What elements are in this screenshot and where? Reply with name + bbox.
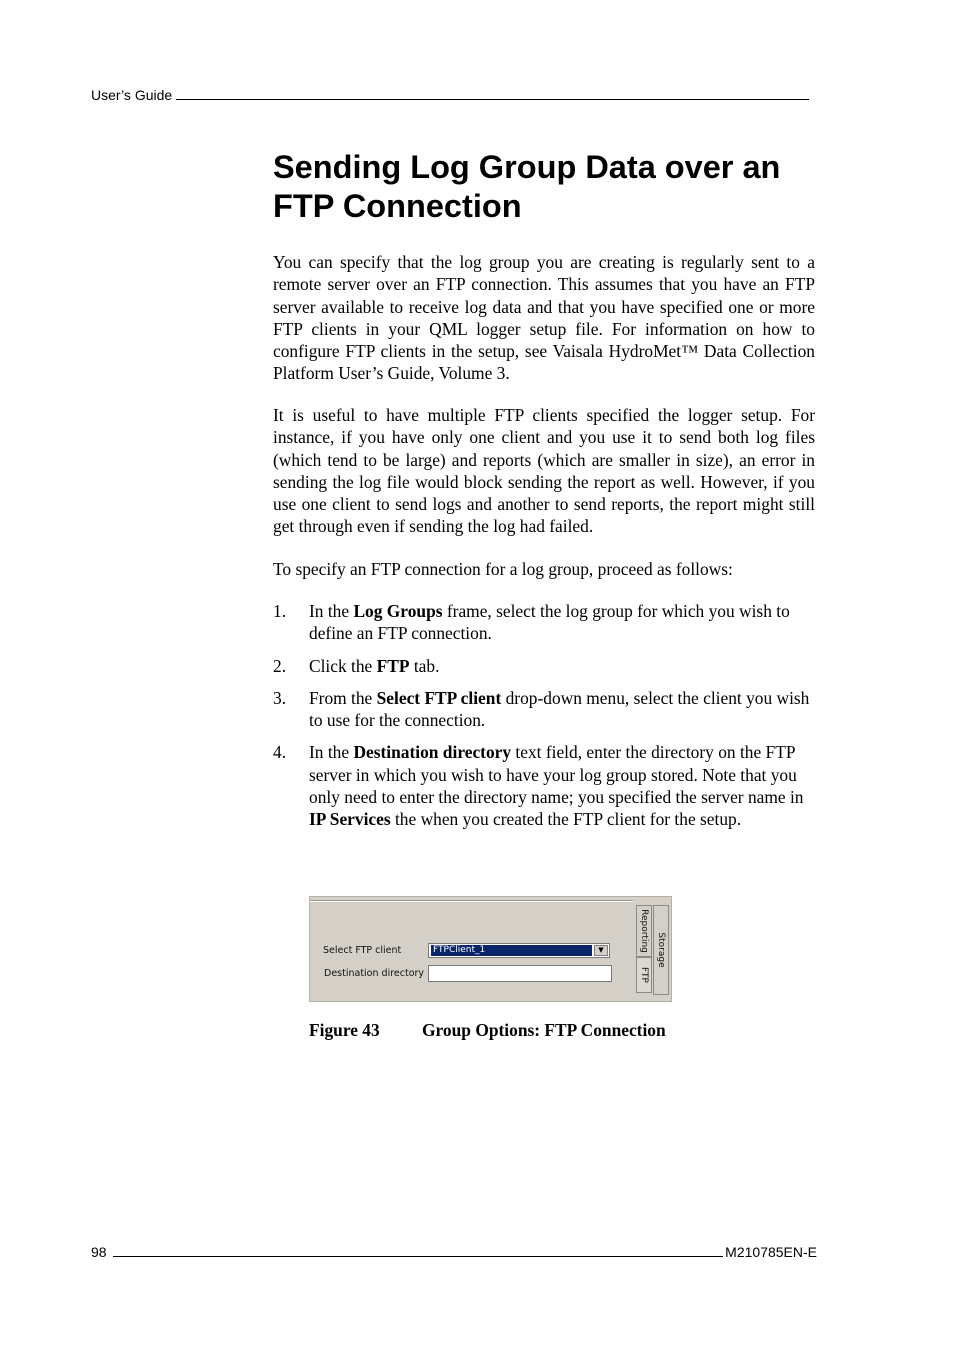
step-text: In the Destination directory text field, enter the directory on the FTP server in which you wish to have your log group stored. Note that you only need to enter the directory name; you specified the server name in IP Services the when you created the FTP client for the setup. <box>309 742 804 830</box>
ftp-client-selected-value: FTPClient_1 <box>431 945 592 956</box>
procedure-steps <box>273 600 815 841</box>
destination-directory-field[interactable] <box>428 965 612 982</box>
step-number: 2. <box>273 655 287 676</box>
step-text: In the Log Groups frame, select the log group for which you wish to define an FTP connection. <box>309 601 790 644</box>
step-4 <box>273 741 815 830</box>
step-2 <box>273 655 815 677</box>
running-footer <box>91 1244 817 1260</box>
step-number: 4. <box>273 742 287 763</box>
tab-ftp[interactable]: FTP <box>636 957 652 993</box>
figure-caption <box>309 1020 666 1041</box>
running-header <box>91 87 811 103</box>
chevron-down-icon[interactable]: ▼ <box>594 945 608 956</box>
paragraph-1: You can specify that the log group you are creating is regularly sent to a remote server over an FTP connection. This assumes that you have an FTP server available to receive log data and that you have specified one or more FTP clients in your QML logger setup file. For information on how to configure FTP clients in the setup, see Vaisala HydroMet™ Data Collection Platform User’s Guide, Volume 3. <box>273 252 815 384</box>
multiple-clients-paragraph <box>273 404 815 538</box>
header-rule <box>176 98 809 100</box>
footer-rule <box>113 1255 724 1257</box>
intro-paragraph <box>273 251 815 385</box>
step-1 <box>273 600 815 645</box>
tab-storage[interactable]: Storage <box>653 905 669 995</box>
ftp-client-dropdown[interactable] <box>428 943 610 958</box>
step-text: Click the FTP tab. <box>309 655 440 676</box>
step-number: 3. <box>273 687 287 708</box>
ftp-options-screenshot <box>309 896 672 1002</box>
panel-divider-highlight <box>310 901 633 902</box>
destination-directory-label: Destination directory <box>324 968 425 979</box>
step-text: From the Select FTP client drop-down menu, select the client you wish to use for the connection. <box>309 687 810 731</box>
document-id: M210785EN-E <box>725 1244 817 1260</box>
figure-number: Figure 43 <box>309 1020 380 1040</box>
paragraph-3: To specify an FTP connection for a log group, proceed as follows: <box>273 559 733 579</box>
tab-reporting[interactable]: Reporting <box>636 905 652 957</box>
figure-title: Group Options: FTP Connection <box>422 1020 666 1040</box>
select-ftp-client-label: Select FTP client <box>323 945 402 956</box>
procedure-intro <box>273 558 815 580</box>
page-number: 98 <box>91 1244 107 1260</box>
step-number: 1. <box>273 601 287 621</box>
header-text: User’s Guide <box>91 87 173 103</box>
step-3 <box>273 687 815 732</box>
section-title: Sending Log Group Data over an FTP Connection <box>273 149 781 224</box>
paragraph-2: It is useful to have multiple FTP clients specified the logger setup. For instance, if you have only one client and you use it to send both log files (which tend to be large) and reports (which are smaller in size), an error in sending the log file would block sending the report as well. However, if you use one client to send logs and another to send reports, the report might still get through even if sending the log had failed. <box>273 405 815 537</box>
